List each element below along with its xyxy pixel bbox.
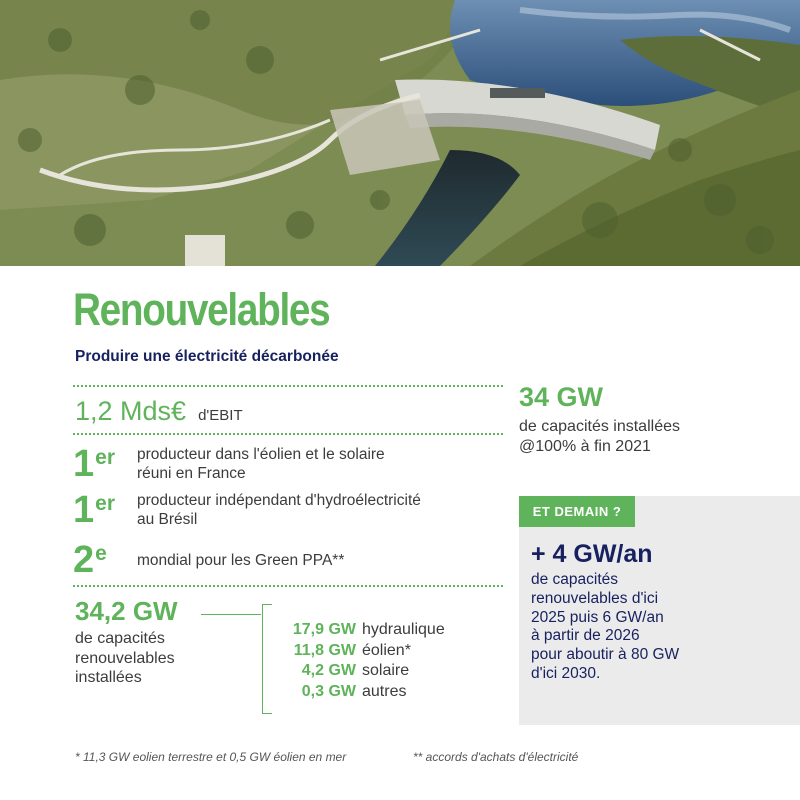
breakdown-row: 17,9 GW hydraulique (292, 621, 445, 638)
ranking-description: producteur indépendant d'hydroélectricité au Brésil (137, 492, 421, 528)
capacity-breakdown (280, 620, 445, 702)
divider (73, 433, 503, 435)
outlook-tag: ET DEMAIN ? (519, 496, 635, 527)
installed-capacity-value: 34 GW (519, 382, 604, 412)
ranking-description: producteur dans l'éolien et le solaire réuni en France (137, 446, 385, 482)
total-capacity-value: 34,2 GW (75, 596, 178, 626)
dam-landscape-illustration (0, 0, 800, 266)
ranking-description: mondial pour les Green PPA** (137, 552, 345, 569)
rank-number: 1er (73, 489, 115, 531)
ranking-item (73, 445, 385, 489)
breakdown-bracket (262, 604, 272, 714)
outlook-value: + 4 GW/an (531, 540, 653, 568)
ebit-value: 1,2 Mds€ (75, 396, 187, 426)
breakdown-row: 4,2 GW solaire (301, 662, 410, 679)
ebit-label: d'EBIT (198, 407, 243, 424)
installed-capacity-label: de capacités installées @100% à fin 2021 (519, 418, 680, 455)
divider (73, 585, 503, 587)
ranking-item (73, 491, 421, 535)
footnote-wind: * 11,3 GW eolien terrestre et 0,5 GW éolien en mer (75, 750, 347, 764)
page-subtitle: Produire une électricité décarbonée (75, 348, 339, 365)
total-capacity-label: de capacités renouvelables installées (75, 630, 175, 686)
outlook-description: de capacités renouvelables d'ici 2025 puis 6 GW/an à partir de 2026 pour aboutir à 80 GW d'ici 2030. (531, 571, 680, 682)
ebit-stat (75, 396, 243, 427)
footnote-ppa: ** accords d'achats d'électricité (413, 750, 579, 764)
rank-number: 2e (73, 539, 107, 581)
rank-number: 1er (73, 443, 115, 485)
breakdown-row: 11,8 GW éolien* (293, 641, 411, 659)
divider (73, 385, 503, 387)
page-title: Renouvelables (73, 284, 330, 335)
hero-image (0, 0, 800, 266)
connector-line (201, 614, 261, 615)
breakdown-row: 0,3 GW autres (301, 682, 407, 700)
ranking-item (73, 541, 344, 585)
